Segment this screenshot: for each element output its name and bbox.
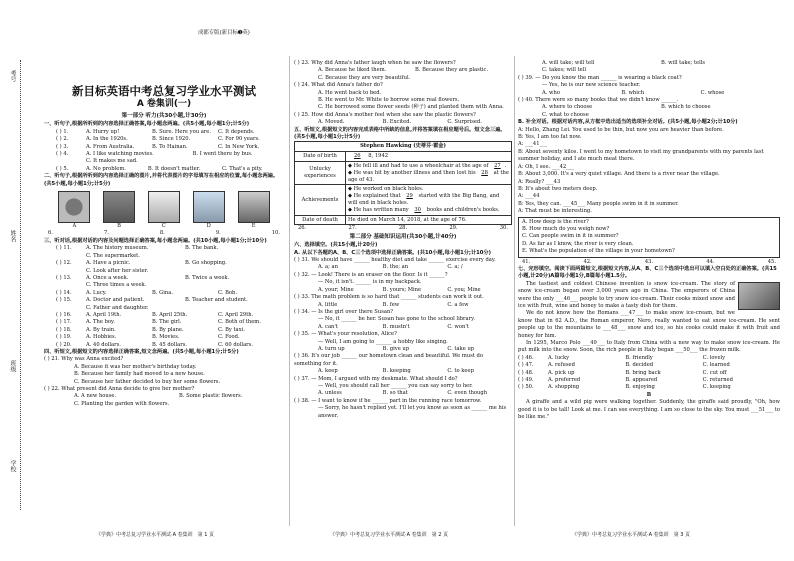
passage-b-paragraph: A giraffe and a wild pig were walking together. Suddenly, the giraffe said proudly, "Oh, how good it is to be tall! Look at me. I can see everything. I am so close to the sky. You must ___51___ to be like me." — [518, 399, 780, 421]
question-32: ( ) 32. — Look! There is an eraser on the floor. Is it ______? — No, it isn't. ______ is in my backpack. A. your; Mine B. yours; Mine C. you; Mine — [294, 271, 481, 293]
question-item: ( ) 11. A. The history museum. B. The bank. C. The supermarket. — [56, 245, 219, 259]
picture-e — [238, 191, 270, 223]
section-7-instructions: 七、完形填空。阅读下面两篇短文,根据短文内容,从A、B、C三个选项中选出可以填入空白处的正确答案。(共15小题,计20分)A篇每小题1分,B篇每小题1.5分。 — [518, 265, 777, 280]
exam-subtitle: A 卷集训(一) — [136, 99, 192, 109]
hawking-table — [294, 141, 512, 225]
section-4-instructions: 四、听短文,根据短文的内容选择正确答案,短文念两遍。(共5小题,每小题1分;计5分) — [44, 348, 239, 355]
options: A. Because he liked them. B. Because they are plastic. — [318, 67, 489, 74]
table-row: Date of death He died on March 14, 2018, at the age of 76. — [295, 215, 512, 225]
dialog-line: A: ___44 — [518, 193, 540, 200]
options: A. A new house. B. Some plastic flowers. — [74, 393, 243, 400]
option: C. takes; will tell — [542, 67, 587, 74]
dialog-line: A: Oh, I see. ___42___ — [518, 163, 574, 170]
label-class: 班级 — [9, 360, 16, 372]
brand-label: 成都专版(新目标➊英) — [198, 30, 250, 36]
question-34: ( ) 34. — Is the girl over there Susan? — No, it ______ be her. Susan has gone to the school library. A. can't B. mustn't C. won't — [294, 308, 475, 330]
label-name: 姓名 — [9, 230, 16, 242]
question-36: ( ) 36. It's our job ______ our hometown clean and beautiful. We must do something for it. A. keep B. keeping C. to keep — [294, 353, 483, 375]
section-2-instructions: 二、听句子,根据所听到的内容选择正确的图片,并将代表图片的字母填写在相应的位置,每小题念两遍。(共5小题,每小题1分;计5分) — [44, 173, 279, 187]
option: A. Because it was her mother's birthday today. — [74, 363, 197, 370]
picture-row — [44, 188, 284, 223]
question-38: ( ) 38. — I want to know if he ______ part in the running race tomorrow. — Sorry, he hasn't replied yet. I'll let you know as soon as ______ me his answer. — [294, 397, 507, 419]
question-item: ( ) 12. A. Have a picnic. B. Go shopping. C. Look after her sister. — [56, 260, 227, 274]
section-b-instructions: B. 补全对话。根据对话内容,从方框中选出适当的选项补全对话。(共5小题,每小题2分;计10分) — [518, 119, 738, 126]
section-6-heading: 六、选择填空。(共15小题,计20分) — [294, 242, 378, 249]
option: C. Planting the garden with flowers. — [74, 400, 170, 407]
passage-a-paragraph: The tastiest and coldest Chinese invention is snow ice-cream. The story of snow ice-cream began over 3,000 years ago in China. The emperors of China were the only ___46___ people to try snow ice-cream. Their cooks mixed snow and ice with fruit, wine and honey to make a tasty dish for them. — [518, 280, 735, 309]
column-divider — [514, 56, 515, 526]
dialog-line: B: It's about two meters deep. — [518, 185, 598, 192]
question-item: ( ) 14. A. Lucy. B. Gina. C. Bob. — [56, 289, 237, 296]
picture-b — [103, 191, 135, 223]
cloze-option-row: ( ) 49. A. preferred B. appeared C. returned — [518, 377, 733, 384]
question-23: ( ) 23. Why did Anna's father laugh when he saw the flowers? — [294, 60, 456, 66]
option: B. Because her family had moved to a new house. — [74, 371, 205, 378]
question-33: ( ) 33. The math problem is so hard that ______ students can work it out. A. little B. few C. a few — [294, 294, 484, 308]
answer-blanks: 6. 7. 8. 9. 10. — [48, 230, 280, 237]
table-row: Date of birth 26 8, 1942 — [295, 152, 512, 162]
part-1-heading: 第一部分 听力(共30小题,计30分) — [121, 113, 207, 119]
option: C. what to choose — [542, 111, 589, 118]
dialog-line: B: About 3,000. It's a very quiet village. And there is a river near the village. — [518, 171, 720, 178]
question-item: ( ) 3. A. From Australia. B. To Hainan. C. In New York. — [56, 143, 260, 150]
page-footer: 《学典》中考总复习学业水平测试·A 卷集训 第 1 页 — [96, 532, 214, 538]
cloze-option-row: ( ) 48. A. pick up B. bring back C. cut off — [518, 369, 727, 376]
page-footer: 《学典》中考总复习学业水平测试·A 卷集训 第 2 页 — [330, 532, 448, 538]
section-6a-instructions: A. 从以下各题的A、B、C三个选项中选择正确答案。(共10小题,每小题1分;计10分) — [294, 249, 491, 256]
cloze-option-row: ( ) 50. A. shopping B. enjoying C. keeping — [518, 384, 731, 391]
question-25: ( ) 25. How did Anna's mother feel when she saw the plastic flowers? — [294, 111, 476, 118]
question-39-reply: — Yes, he is our new science teacher. — [542, 82, 641, 89]
passage-b-label: B — [646, 391, 652, 398]
option: C. Because they are very beautiful. — [318, 74, 411, 81]
options: A. Moved. B. Excited. C. Surprised. — [318, 119, 482, 126]
options-box: A. How deep is the river? B. How much do you weigh now? C. Can people swim in it in summer? D. As far as I know, the river is very clean. E. What's the population of the village in your hometown? — [518, 217, 780, 258]
dialog-line: B: About seventy kilos. I went to my hometown to visit my grandparents with my parents last summer holiday, and I ate much meat there. — [518, 148, 764, 163]
picture-c — [148, 191, 180, 223]
cloze-option-row: ( ) 46. A. lucky B. friendly C. lovely — [518, 354, 726, 361]
option: C. He borrowed some flower seeds (种子) and planted them with Anna. — [318, 104, 504, 111]
label-school: 学校 — [9, 460, 16, 472]
options: A. where to choose B. which to choose — [542, 104, 711, 111]
exam-title: 新目标英语中考总复习学业水平测试 — [72, 84, 256, 98]
column-3 — [518, 60, 780, 422]
table-row: Unlucky experiences ◆ He fell ill and had to use a wheelchair at the age of 27 . ◆ He was hit by another illness and then lost his 28 at the age of 43. — [295, 162, 512, 185]
section-5-instructions: 五、听短文,根据短文的内容完成表格中所缺的信息,并将答案填在相应题号后。短文念三遍。(共5小题,每小题1分;计5分) — [294, 126, 506, 141]
passage-a-paragraph: In 1295, Marco Polo ___49___ to Italy from China with a new way to make snow ice-cream. He put milk into the snow. Soon, the rich people in Italy began ___50___ the frozen milk. — [518, 340, 780, 354]
question-31: ( ) 31. We should have ______ healthy diet and take ______ exercise every day. A. a; an B. the; an C. a; / — [294, 257, 496, 271]
option: A. He went back to bed. — [318, 89, 382, 96]
question-item: ( ) 5. A. No problem. B. It doesn't matter. C. That's a pity. — [56, 165, 263, 172]
table-title: Stephen Hawking (史蒂芬·霍金) — [295, 142, 512, 152]
column-2 — [294, 60, 512, 420]
column-divider — [289, 56, 290, 526]
question-item: ( ) 18. A. By train. B. By plane. C. By taxi. — [56, 326, 245, 333]
picture-a — [58, 191, 90, 223]
dialog-line: B: Yes, I am too fat now. — [518, 134, 582, 141]
question-24: ( ) 24. What did Anna's father do? — [294, 82, 383, 89]
options: A. will take; will tell B. will take; tells — [542, 60, 706, 66]
question-item: ( ) 1. A. Hurry up! B. Sure. Here you are. C. It depends. — [56, 128, 255, 135]
options: A. who B. which C. whose — [542, 89, 725, 96]
dialog-line: A: Really? ___43 — [518, 178, 561, 185]
picture-letters: A B C D E — [72, 223, 256, 230]
dialog-line: A: ___41___ — [518, 141, 548, 148]
cloze-option-row: ( ) 47. A. refused B. decided C. learned — [518, 362, 730, 369]
question-item: ( ) 2. A. In the 1920s. B. Since 1920. C. For 90 years. — [56, 136, 260, 143]
answer-blanks: 41. 42. 43. 44. 45. — [522, 258, 776, 265]
question-40: ( ) 40. There were so many books that we didn't know ______. — [518, 97, 679, 104]
dialog-line: A: That must be interesting. — [518, 208, 592, 215]
question-item: ( ) 15. A. Doctor and patient. B. Teacher and student. C. Father and daughter. — [56, 297, 248, 311]
part-2-heading: 第二部分 基础知识运用(共30小题,计40分) — [349, 233, 457, 240]
question-39: ( ) 39. — Do you know the man ______ is wearing a black coat? — [518, 74, 682, 81]
question-item: ( ) 17. A. The boy. B. The girl. C. Both of them. — [56, 319, 261, 326]
option: C. Because her father decided to buy her some flowers. — [74, 378, 221, 385]
dialog-line: A: Hello, Zhang Lei. You used to be thin, but now you are heavier than before. — [518, 126, 724, 133]
section-1-instructions: 一、听句子,根据所听到的内容选择正确答案,每小题念两遍。(共5小题,每小题1分;计5分) — [44, 121, 250, 128]
question-item: ( ) 4. A. I like watching movies. B. I went there by bus. C. It makes me sad. — [56, 151, 253, 165]
question-35: ( ) 35. — What's your resolution, Alice? — Well, I am going to ______ a hobby like singing. A. turn up B. give up C. take up — [294, 331, 475, 352]
question-22: ( ) 22. What present did Anna decide to give her mother? — [44, 386, 195, 392]
table-row: Achievements ◆ He worked on black holes. ◆ He explained that 29 started with the Big Bang, and will end in black holes. ◆ He has written many 30 books and children's books. — [295, 185, 512, 215]
label-exam-number: 考号 — [9, 70, 16, 82]
seal-line — [20, 60, 21, 510]
question-item: ( ) 13. A. Once a week. B. Twice a week. C. Three times a week. — [56, 274, 230, 289]
page-footer: 《学典》中考总复习学业水平测试·A 卷集训 第 3 页 — [572, 532, 690, 538]
question-item: ( ) 20. A. 40 dollars. B. 45 dollars. C. 60 dollars. — [56, 341, 253, 348]
question-37: ( ) 37. — Mom, I argued with my deskmate. What should I do? — Well, you should call her ______ you can say sorry to her. A. unless B. so that C. even though — [294, 375, 488, 397]
section-3-instructions: 三、听对话,根据对话的内容及问题选择正确答案,每小题念两遍。(共10小题,每小题1分;计10分) — [44, 237, 267, 244]
option: B. He went to Mr. White to borrow some real flowers. — [318, 97, 460, 104]
answer-blanks: 26. 27. 28. 29. 30. — [298, 225, 508, 232]
question-item: ( ) 16. A. April 19th. B. April 25th. C. April 29th. — [56, 311, 254, 318]
passage-a-paragraph: We do not know how the Romans ___47___ to make snow ice-cream, but we know that in 62 A.D., the Roman emperor, Nero, really wanted to eat snow ice-cream. He sent people up to the mountains to ___48___ snow and ice, so his cooks could make it with fruit and honey for him. — [518, 310, 780, 339]
question-21: ( ) 21. Why was Anna excited? — [44, 356, 124, 363]
question-item: ( ) 19. A. Hobbies. B. Movies. C. Food. — [56, 334, 240, 341]
snow-ice-cream-photo — [738, 282, 780, 310]
picture-d — [193, 191, 225, 223]
column-1 — [44, 50, 284, 408]
dialog-line: B: Yes, they can. ___45___ Many people swim in it in summer. — [518, 200, 679, 207]
student-info-strip — [4, 60, 40, 510]
